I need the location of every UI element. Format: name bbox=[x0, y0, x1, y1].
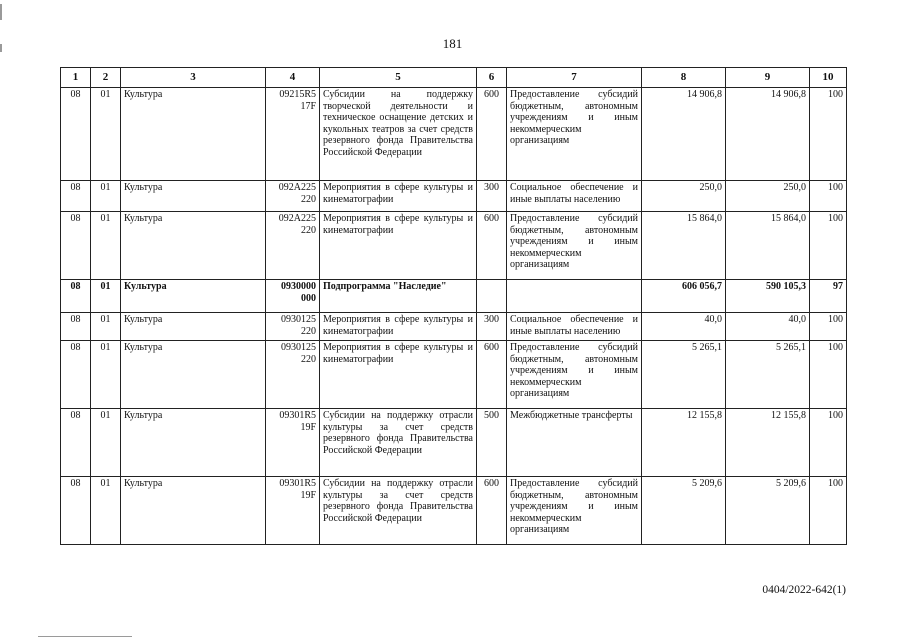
column-header-expense-description: 7 bbox=[507, 68, 642, 88]
cell-section: 08 bbox=[61, 280, 91, 313]
cell-expense-type bbox=[477, 280, 507, 313]
cell-name: Культура bbox=[121, 181, 266, 212]
column-header-amount-planned: 8 bbox=[642, 68, 726, 88]
cell-expense-type: 300 bbox=[477, 313, 507, 341]
cell-percent: 100 bbox=[810, 409, 847, 477]
cell-expense-type: 600 bbox=[477, 88, 507, 181]
cell-section: 08 bbox=[61, 88, 91, 181]
cell-amount-executed: 5 209,6 bbox=[726, 477, 810, 545]
table-row bbox=[61, 181, 847, 212]
cell-section: 08 bbox=[61, 341, 91, 409]
cell-amount-executed: 14 906,8 bbox=[726, 88, 810, 181]
cell-percent: 100 bbox=[810, 313, 847, 341]
table-row bbox=[61, 477, 847, 545]
cell-amount-executed: 12 155,8 bbox=[726, 409, 810, 477]
cell-subsection: 01 bbox=[91, 181, 121, 212]
cell-description: Мероприятия в сфере культуры и кинематографии bbox=[320, 341, 477, 409]
cell-description: Мероприятия в сфере культуры и кинематографии bbox=[320, 313, 477, 341]
column-header-description: 5 bbox=[320, 68, 477, 88]
column-header-name: 3 bbox=[121, 68, 266, 88]
cell-amount-planned: 40,0 bbox=[642, 313, 726, 341]
cell-amount-planned: 15 864,0 bbox=[642, 212, 726, 280]
cell-amount-executed: 40,0 bbox=[726, 313, 810, 341]
cell-section: 08 bbox=[61, 409, 91, 477]
table-row bbox=[61, 341, 847, 409]
cell-expense-type: 600 bbox=[477, 212, 507, 280]
cell-subsection: 01 bbox=[91, 88, 121, 181]
table-row bbox=[61, 88, 847, 181]
cell-expense-description: Предоставление субсидий бюджетным, автономным учреждениям и иным некоммерческим организациям bbox=[507, 477, 642, 545]
cell-expense-type: 300 bbox=[477, 181, 507, 212]
document-code: 0404/2022-642(1) bbox=[762, 584, 846, 596]
cell-target-article: 09215R5 17F bbox=[266, 88, 320, 181]
cell-description: Мероприятия в сфере культуры и кинематографии bbox=[320, 181, 477, 212]
table-row bbox=[61, 409, 847, 477]
cell-expense-type: 600 bbox=[477, 477, 507, 545]
cell-description: Субсидии на поддержку творческой деятельности и техническое оснащение детских и кукольных театров за счет средств резервного фонда Правительства Российской Федерации bbox=[320, 88, 477, 181]
table-row bbox=[61, 313, 847, 341]
cell-amount-executed: 250,0 bbox=[726, 181, 810, 212]
header-row bbox=[61, 68, 847, 88]
cell-expense-description: Социальное обеспечение и иные выплаты населению bbox=[507, 313, 642, 341]
cell-expense-description: Предоставление субсидий бюджетным, автономным учреждениям и иным некоммерческим организациям bbox=[507, 341, 642, 409]
cell-subsection: 01 bbox=[91, 341, 121, 409]
cell-target-article: 09301R5 19F bbox=[266, 409, 320, 477]
cell-percent: 97 bbox=[810, 280, 847, 313]
cell-description: Субсидии на поддержку отрасли культуры за счет средств резервного фонда Правительства Российской Федерации bbox=[320, 409, 477, 477]
cell-expense-description bbox=[507, 280, 642, 313]
column-header-section: 1 bbox=[61, 68, 91, 88]
cell-subsection: 01 bbox=[91, 313, 121, 341]
cell-expense-type: 600 bbox=[477, 341, 507, 409]
cell-target-article: 0930125 220 bbox=[266, 341, 320, 409]
scan-mark-bottom bbox=[38, 636, 132, 637]
cell-amount-planned: 5 209,6 bbox=[642, 477, 726, 545]
cell-section: 08 bbox=[61, 212, 91, 280]
table-row bbox=[61, 280, 847, 313]
cell-amount-planned: 5 265,1 bbox=[642, 341, 726, 409]
table-row bbox=[61, 212, 847, 280]
cell-subsection: 01 bbox=[91, 409, 121, 477]
cell-section: 08 bbox=[61, 181, 91, 212]
cell-percent: 100 bbox=[810, 212, 847, 280]
cell-amount-planned: 250,0 bbox=[642, 181, 726, 212]
cell-percent: 100 bbox=[810, 88, 847, 181]
table-body bbox=[61, 88, 847, 545]
cell-target-article: 0930000 000 bbox=[266, 280, 320, 313]
cell-amount-planned: 14 906,8 bbox=[642, 88, 726, 181]
cell-description: Мероприятия в сфере культуры и кинематографии bbox=[320, 212, 477, 280]
budget-table bbox=[60, 67, 847, 545]
cell-description: Субсидии на поддержку отрасли культуры за счет средств резервного фонда Правительства Российской Федерации bbox=[320, 477, 477, 545]
column-header-expense-type: 6 bbox=[477, 68, 507, 88]
cell-expense-description: Предоставление субсидий бюджетным, автономным учреждениям и иным некоммерческим организациям bbox=[507, 212, 642, 280]
page-number: 181 bbox=[442, 36, 463, 51]
cell-target-article: 092A225 220 bbox=[266, 212, 320, 280]
cell-section: 08 bbox=[61, 477, 91, 545]
cell-name: Культура bbox=[121, 88, 266, 181]
cell-expense-description: Предоставление субсидий бюджетным, автономным учреждениям и иным некоммерческим организациям bbox=[507, 88, 642, 181]
cell-name: Культура bbox=[121, 313, 266, 341]
cell-subsection: 01 bbox=[91, 280, 121, 313]
cell-name: Культура bbox=[121, 477, 266, 545]
cell-name: Культура bbox=[121, 212, 266, 280]
cell-amount-planned: 12 155,8 bbox=[642, 409, 726, 477]
cell-percent: 100 bbox=[810, 181, 847, 212]
cell-description: Подпрограмма "Наследие" bbox=[320, 280, 477, 313]
cell-subsection: 01 bbox=[91, 477, 121, 545]
cell-percent: 100 bbox=[810, 341, 847, 409]
scan-mark-top bbox=[0, 4, 2, 20]
cell-name: Культура bbox=[121, 280, 266, 313]
column-header-percent: 10 bbox=[810, 68, 847, 88]
cell-amount-executed: 590 105,3 bbox=[726, 280, 810, 313]
cell-expense-description: Межбюджетные трансферты bbox=[507, 409, 642, 477]
column-header-subsection: 2 bbox=[91, 68, 121, 88]
cell-expense-description: Социальное обеспечение и иные выплаты населению bbox=[507, 181, 642, 212]
cell-expense-type: 500 bbox=[477, 409, 507, 477]
cell-target-article: 09301R5 19F bbox=[266, 477, 320, 545]
cell-percent: 100 bbox=[810, 477, 847, 545]
cell-subsection: 01 bbox=[91, 212, 121, 280]
cell-target-article: 0930125 220 bbox=[266, 313, 320, 341]
cell-amount-executed: 15 864,0 bbox=[726, 212, 810, 280]
cell-name: Культура bbox=[121, 409, 266, 477]
column-header-target-article: 4 bbox=[266, 68, 320, 88]
cell-target-article: 092A225 220 bbox=[266, 181, 320, 212]
cell-amount-planned: 606 056,7 bbox=[642, 280, 726, 313]
cell-section: 08 bbox=[61, 313, 91, 341]
cell-name: Культура bbox=[121, 341, 266, 409]
cell-amount-executed: 5 265,1 bbox=[726, 341, 810, 409]
column-header-amount-executed: 9 bbox=[726, 68, 810, 88]
